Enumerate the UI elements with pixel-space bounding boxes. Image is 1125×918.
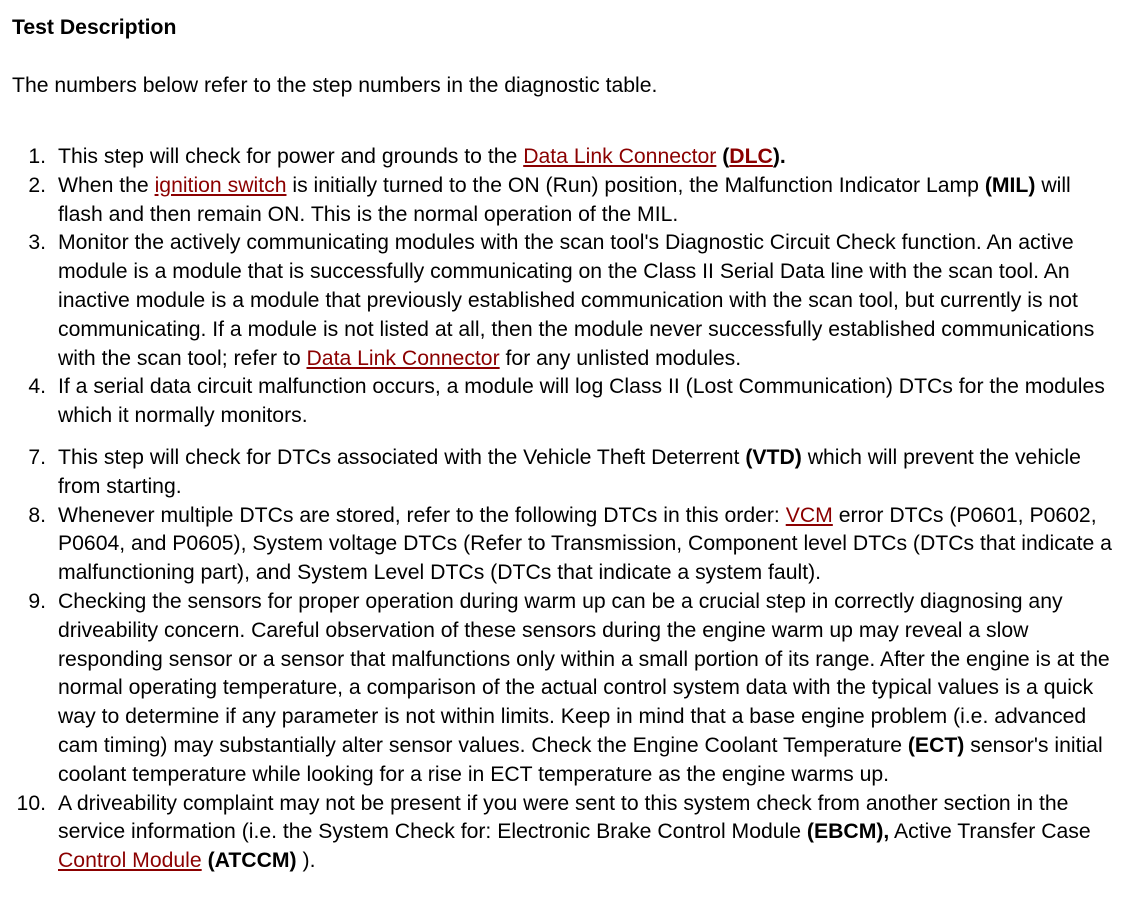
step-list-secondary — [0, 444, 1112, 876]
step-item — [0, 143, 1112, 172]
step-item — [0, 172, 1112, 230]
step-number: 8. — [28, 503, 46, 527]
intro-paragraph: The numbers below refer to the step numbers in the diagnostic table. — [12, 74, 658, 97]
step-text: Whenever multiple DTCs are stored, refer to the following DTCs in this order: — [58, 503, 786, 527]
reference-link[interactable]: ignition switch — [154, 173, 287, 197]
step-text: is initially turned to the ON (Run) position, the Malfunction Indicator Lamp — [286, 173, 985, 197]
bold-abbreviation: (VTD) — [745, 446, 802, 469]
bold-abbreviation: ). — [772, 145, 786, 168]
step-number: 3. — [28, 231, 46, 255]
step-text: error DTCs (P0601, P0602, P0604, and P0605), System voltage DTCs (Refer to Transmission, Component level DTCs (DTCs that indicate a malfunctioning part), and System Level DTCs (DTCs that indicate a system fault). — [58, 503, 1112, 585]
step-text: This step will check for power and grounds to the — [58, 145, 524, 168]
reference-link[interactable]: VCM — [785, 503, 833, 527]
bold-abbreviation: (EBCM), — [806, 820, 890, 844]
step-text: which will prevent the vehicle from starting. — [58, 446, 1081, 498]
step-item — [0, 588, 1112, 790]
reference-link[interactable]: Data Link Connector — [523, 145, 717, 168]
step-text: for any unlisted modules. — [499, 346, 742, 370]
step-item — [0, 790, 1112, 876]
step-number: 10. — [16, 791, 46, 815]
step-number: 7. — [28, 446, 46, 469]
step-number: 1. — [28, 145, 46, 168]
bold-abbreviation: (ECT) — [907, 733, 965, 757]
step-item — [0, 229, 1112, 373]
step-item — [0, 444, 1112, 502]
reference-link[interactable]: Control Module — [58, 849, 202, 873]
reference-link[interactable]: Data Link Connector — [306, 346, 500, 370]
step-text: sensor's initial coolant temperature while looking for a rise in ECT temperature as the engine warms up. — [58, 733, 1103, 786]
section-heading: Test Description — [12, 16, 177, 39]
step-text: This step will check for DTCs associated with the Vehicle Theft Deterrent — [58, 446, 746, 469]
step-text: Active Transfer Case — [889, 820, 1091, 844]
step-text: ). — [296, 849, 316, 873]
step-item — [0, 502, 1112, 588]
step-number: 4. — [28, 375, 46, 399]
step-list-primary — [0, 143, 1112, 431]
step-text: will flash and then remain ON. This is the normal operation of the MIL. — [58, 173, 1071, 226]
step-item — [0, 373, 1112, 431]
bold-abbreviation: (ATCCM) — [207, 849, 297, 873]
step-text: Checking the sensors for proper operation during warm up can be a crucial step in correctly diagnosing any driveability concern. Careful observation of these sensors during the engine warm up may reveal a slow responding sensor or a sensor that malfunctions only within a small portion of its range. After the engine is at the normal operating temperature, a comparison of the actual control system data with the typical values is a quick way to determine if any parameter is not within limits. Keep in mind that a base engine problem (i.e. advanced cam timing) may substantially alter sensor values. Check the Engine Coolant Temperature — [58, 589, 1110, 757]
bold-abbreviation: ( — [722, 145, 730, 168]
bold-abbreviation: (MIL) — [984, 173, 1036, 197]
step-number: 9. — [28, 589, 46, 613]
step-text: If a serial data circuit malfunction occurs, a module will log Class II (Lost Communication) DTCs for the modules which it normally monitors. — [58, 375, 1105, 428]
step-text: Monitor the actively communicating modules with the scan tool's Diagnostic Circuit Check function. An active module is a module that is successfully communicating on the Class II Serial Data line with the scan tool. An inactive module is a module that previously established communication with the scan tool, but currently is not communicating. If a module is not listed at all, then the module never successfully established communications with the scan tool; refer to — [58, 231, 1095, 370]
step-number: 2. — [28, 173, 46, 197]
step-text: A driveability complaint may not be present if you were sent to this system check from another section in the service information (i.e. the System Check for: Electronic Brake Control Module — [58, 791, 1069, 844]
step-text: When the — [58, 173, 155, 197]
reference-link[interactable]: DLC — [729, 145, 773, 168]
